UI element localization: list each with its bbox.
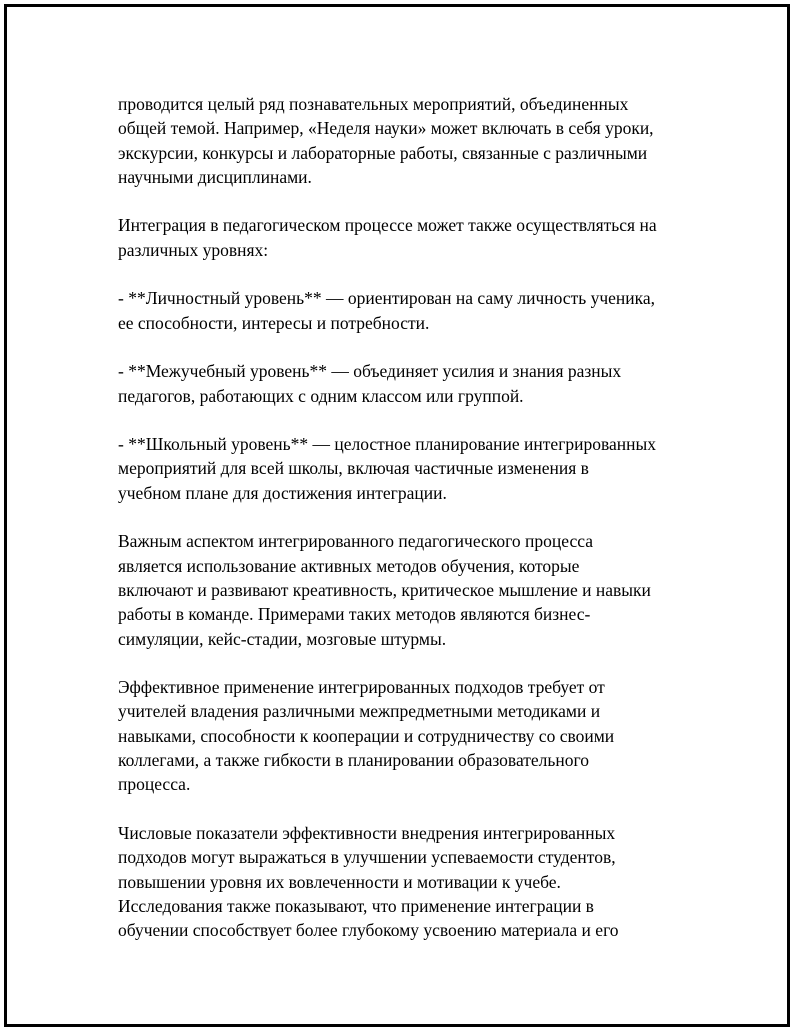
list-item-school-level [118,432,698,505]
text-line: - **Межучебный уровень** — объединяет усилия и знания разных [118,361,622,382]
text-line: процесса. [118,774,191,795]
text-line: ее способности, интересы и потребности. [118,312,430,333]
text-line: - **Школьный уровень** — целостное планирование интегрированных [118,434,657,455]
paragraph-intro [118,92,698,189]
text-line: Числовые показатели эффективности внедрения интегрированных [118,822,616,843]
text-line: различных уровнях: [118,239,269,260]
text-line: Интеграция в педагогическом процессе может также осуществляться на [118,215,657,236]
list-item-interdisciplinary-level [118,359,698,408]
text-line: повышении уровня их вовлеченности и мотивации к учебе. [118,871,561,892]
document-body [118,92,698,967]
paragraph-integration-levels [118,213,698,262]
list-item-personal-level [118,286,698,335]
text-line: обучении способствует более глубокому усвоению материала и его [118,920,619,941]
text-line: Важным аспектом интегрированного педагогического процесса [118,531,593,552]
text-line: является использование активных методов обучения, которые [118,555,580,576]
text-line: учителей владения различными межпредметными методиками и [118,701,601,722]
text-line: симуляции, кейс-стадии, мозговые штурмы. [118,628,447,649]
text-line: коллегами, а также гибкости в планировании образовательного [118,750,589,771]
text-line: подходов могут выражаться в улучшении успеваемости студентов, [118,847,616,868]
text-line: навыками, способности к кооперации и сотрудничеству со своими [118,725,615,746]
text-line: Эффективное применение интегрированных подходов требует от [118,677,605,698]
text-line: работы в команде. Примерами таких методов являются бизнес- [118,604,591,625]
text-line: - **Личностный уровень** — ориентирован на саму личность ученика, [118,288,655,309]
paragraph-active-methods [118,529,698,650]
text-line: общей темой. Например, «Неделя науки» может включать в себя уроки, [118,118,654,139]
text-line: учебном плане для достижения интеграции. [118,482,447,503]
text-line: экскурсии, конкурсы и лабораторные работы, связанные с различными [118,142,648,163]
paragraph-effectiveness [118,821,698,942]
text-line: научными дисциплинами. [118,166,312,187]
text-line: Исследования также показывают, что применение интеграции в [118,895,594,916]
text-line: включают и развивают креативность, критическое мышление и навыки [118,579,651,600]
text-line: проводится целый ряд познавательных мероприятий, объединенных [118,94,629,114]
paragraph-teacher-skills [118,675,698,796]
text-line: педагогов, работающих с одним классом или группой. [118,385,524,406]
text-line: мероприятий для всей школы, включая частичные изменения в [118,458,589,479]
